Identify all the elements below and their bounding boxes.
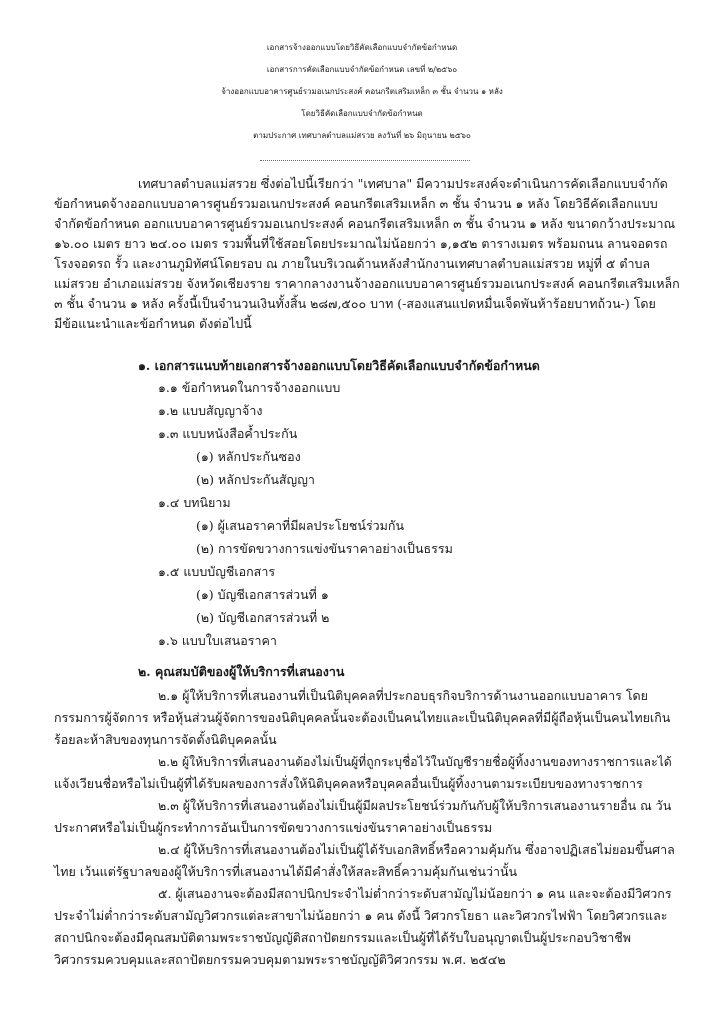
- section-2-line: ๒.๔ ผู้ให้บริการที่เสนองานต้องไม่เป็นผู้ได้รับเอกสิทธิ์หรือความคุ้มกัน ซึ่งอาจปฏิเสธไม่ยอมขึ้นศาล: [158, 842, 675, 857]
- intro-line-7: ๓ ชั้น จำนวน ๑ หลัง ครั้งนี้เป็นจำนวนเงินทั้งสิ้น ๒๘๗,๕๐๐ บาท (-สองแสนแปดหมื่นเจ็ดพันห้าร้อยบาทถ้วน-) โดย: [54, 296, 656, 311]
- section-1-item: ๑.๖ แบบใบเสนอราคา: [158, 633, 277, 648]
- section-1-subitem: (๒) หลักประกันสัญญา: [196, 472, 315, 487]
- section-1-item: ๑.๔ บทนิยาม: [158, 495, 231, 510]
- section-1-subitem: (๑) ผู้เสนอราคาที่มีผลประโยชน์ร่วมกัน: [196, 518, 405, 533]
- section-2-line: ประจำไม่ต่ำกว่าระดับสามัญวิศวกรแต่ละสาขาไม่น้อยกว่า ๑ คน ดังนี้ วิศวกรโยธา และวิศวกรไฟฟ้า โดยวิศวกรและ: [54, 908, 668, 923]
- intro-line-4: ๑๖.๐๐ เมตร ยาว ๒๔.๐๐ เมตร รวมพื้นที่ใช้สอยโดยประมาณไม่น้อยกว่า ๑,๑๕๒ ตารางเมตร พร้อมถนน ลานจอดรถ: [54, 236, 668, 251]
- section-2-line: ไทย เว้นแต่รัฐบาลของผู้ให้บริการที่เสนองานได้มีคำสั่งให้สละสิทธิ์ความคุ้มกันเช่นว่านั้น: [54, 864, 518, 879]
- section-2-line: ประกาศหรือไม่เป็นผู้กระทำการอันเป็นการขัดขวางการแข่งขันราคาอย่างเป็นธรรม: [54, 820, 493, 835]
- section-1-item: ๑.๓ แบบหนังสือค้ำประกัน: [158, 426, 298, 441]
- section-2-line: สถาปนิกจะต้องมีคุณสมบัติตามพระราชบัญญัติสถาปัตยกรรมและเป็นผู้ที่ได้รับใบอนุญาตเป็นผู้ประกอบวิชาชีพ: [54, 930, 631, 945]
- section-1-subitem: (๒) บัญชีเอกสารส่วนที่ ๒: [196, 610, 330, 625]
- section-1-subitem: (๑) บัญชีเอกสารส่วนที่ ๑: [196, 587, 329, 602]
- section-1-item: ๑.๕ แบบบัญชีเอกสาร: [158, 564, 276, 579]
- section-1-item: ๑.๒ แบบสัญญาจ้าง: [158, 403, 263, 418]
- section-2-line: ๒.๓ ผู้ให้บริการที่เสนองานต้องไม่เป็นผู้มีผลประโยชน์ร่วมกันกับผู้ให้บริการเสนองานรายอื่น ณ วัน: [158, 798, 672, 813]
- section-2-line: ๕. ผู้เสนองานจะต้องมีสถาปนิกประจำไม่ต่ำกว่าระดับสามัญไม่น้อยกว่า ๑ คน และจะต้องมีวิศวกร: [158, 886, 672, 901]
- section-2-line: วิศวกรรมควบคุมและสถาปัตยกรรมควบคุมตามพระราชบัญญัติวิศวกรรม พ.ศ. ๒๕๔๒: [54, 952, 506, 967]
- header-line-4: โดยวิธีคัดเลือกแบบจำกัดข้อกำหนด: [301, 109, 423, 118]
- section-1-subitem: (๒) การขัดขวางการแข่งขันราคาอย่างเป็นธรรม: [196, 541, 453, 556]
- section-1-subitem: (๑) หลักประกันซอง: [196, 449, 301, 464]
- header-line-3: จ้างออกแบบอาคารศูนย์รวมอเนกประสงค์ คอนกรีตเสริมเหล็ก ๓ ชั้น จำนวน ๑ หลัง: [221, 87, 503, 96]
- section-2-title: ๒. คุณสมบัติของผู้ให้บริการที่เสนองาน: [138, 664, 345, 679]
- intro-line-2: ข้อกำหนดจ้างออกแบบอาคารศูนย์รวมอเนกประสงค์ คอนกรีตเสริมเหล็ก ๓ ชั้น จำนวน ๑ หลัง โดยวิธีคัดเลือกแบบ: [54, 196, 658, 211]
- intro-line-3: จำกัดข้อกำหนด ออกแบบอาคารศูนย์รวมอเนกประสงค์ คอนกรีตเสริมเหล็ก ๓ ชั้น จำนวน ๑ หลัง ขนาดกว้างประมาณ: [54, 216, 676, 231]
- header-line-2: เอกสารการคัดเลือกแบบจำกัดข้อกำหนด เลขที่ ๒/๒๕๖๐: [266, 65, 458, 74]
- intro-line-1: เทศบาลตำบลแม่สรวย ซึ่งต่อไปนี้เรียกว่า "เทศบาล" มีความประสงค์จะดำเนินการคัดเลือกแบบจำกัด: [138, 176, 668, 191]
- section-2-line: ๒.๑ ผู้ให้บริการที่เสนองานที่เป็นนิติบุคคลที่ประกอบธุรกิจบริการด้านงานออกแบบอาคาร โดย: [158, 688, 648, 703]
- intro-line-8: มีข้อแนะนำและข้อกำหนด ดังต่อไปนี้: [54, 316, 252, 331]
- intro-line-6: แม่สรวย อำเภอแม่สรวย จังหวัดเชียงราย ราคากลางงานจ้างออกแบบอาคารศูนย์รวมอเนกประสงค์ คอนกรีตเสริมเหล็ก: [54, 276, 680, 291]
- intro-line-5: โรงจอดรถ รั้ว และงานภูมิทัศน์โดยรอบ ณ ภายในบริเวณด้านหลังสำนักงานเทศบาลตำบลแม่สรวย หมู่ที่ ๕ ตำบล: [54, 256, 651, 271]
- section-2-line: แจ้งเวียนชื่อหรือไม่เป็นผู้ที่ได้รับผลของการสั่งให้นิติบุคคลหรือบุคคลอื่นเป็นผู้ทิ้งงานตามระเบียบของทางราชการ: [54, 776, 643, 791]
- section-2-line: ๒.๒ ผู้ให้บริการที่เสนองานต้องไม่เป็นผู้ที่ถูกระบุชื่อไว้ในบัญชีรายชื่อผู้ทิ้งงานของทางราชการและได้: [158, 755, 672, 769]
- header-line-1: เอกสารจ้างออกแบบโดยวิธีคัดเลือกแบบจำกัดข้อกำหนด: [266, 43, 458, 52]
- section-1-title: ๑. เอกสารแนบท้ายเอกสารจ้างออกแบบโดยวิธีคัดเลือกแบบจำกัดข้อกำหนด: [138, 358, 540, 373]
- header-line-5: ตามประกาศ เทศบาลตำบลแม่สรวย ลงวันที่ ๒๖ มิถุนายน ๒๕๖๐: [253, 131, 471, 140]
- section-1-item: ๑.๑ ข้อกำหนดในการจ้างออกแบบ: [158, 380, 341, 395]
- header-divider: [260, 160, 470, 161]
- section-2-line: กรรมการผู้จัดการ หรือหุ้นส่วนผู้จัดการของนิติบุคคลนั้นจะต้องเป็นคนไทยและเป็นนิติบุคคลที่มีผู้ถือหุ้นเป็นคนไทยเกิน: [54, 710, 671, 725]
- section-2-line: ร้อยละห้าสิบของทุนการจัดตั้งนิติบุคคลนั้น: [54, 732, 277, 747]
